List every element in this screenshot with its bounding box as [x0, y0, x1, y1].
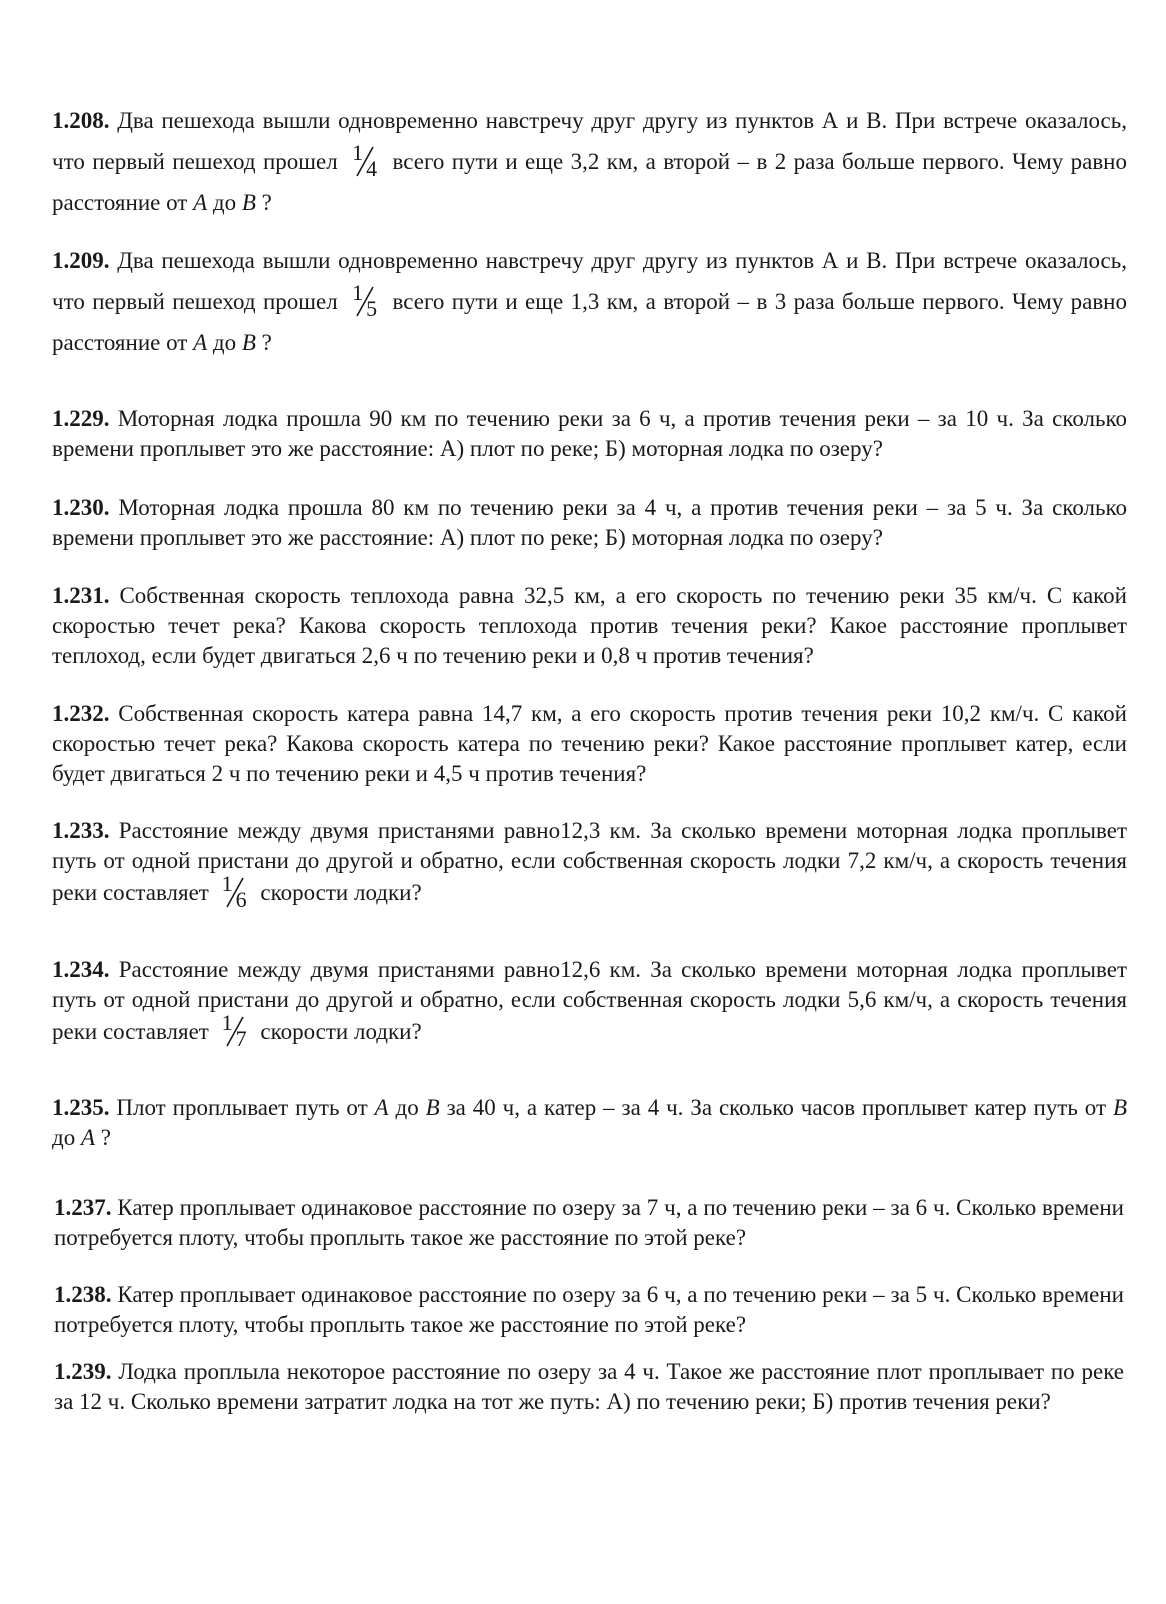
point-label: B — [1112, 1095, 1128, 1120]
fraction-numerator: 1 — [221, 1010, 233, 1035]
problem-text: Лодка проплыла некоторое расстояние по озеру за 4 ч. Такое же расстояние плот проплывает по реке за 12 ч. Сколько времени затратит лодка на тот же путь: А) по течению реки; Б) против течения реки? — [54, 1359, 1124, 1414]
problem-number: 1.232. — [52, 701, 110, 726]
problem-number: 1.239. — [54, 1359, 112, 1384]
problem-1-209 — [52, 240, 1127, 363]
problem-1-234 — [52, 955, 1127, 1049]
problem-text: Два пешехода вышли одновременно навстречу друг другу из пунктов А и В. При встрече оказалось, что первый пешеход прошел — [52, 108, 1127, 174]
point-label: B — [425, 1095, 440, 1120]
fraction-denominator: 6 — [235, 887, 247, 912]
problem-text: ? — [255, 190, 272, 215]
problem-text: Катер проплывает одинаковое расстояние по озеру за 7 ч, а по течению реки – за 6 ч. Сколько времени потребуется плоту, чтобы проплыть такое же расстояние по этой реке? — [54, 1195, 1124, 1250]
problem-text: ? — [95, 1125, 111, 1150]
problem-1-238 — [54, 1280, 1124, 1340]
problem-number: 1.231. — [52, 583, 110, 608]
problem-text: Расстояние между двумя пристанями равно12,3 км. За сколько времени моторная лодка проплывет путь от одной пристани до другой и обратно, если собственная скорость лодки 7,2 км/ч, а скорость течения реки составляет — [52, 818, 1127, 905]
problem-text: до — [207, 330, 242, 355]
problem-text: ? — [255, 330, 272, 355]
problem-text: Катер проплывает одинаковое расстояние по озеру за 6 ч, а по течению реки – за 5 ч. Сколько времени потребуется плоту, чтобы проплыть такое же расстояние по этой реке? — [54, 1282, 1124, 1337]
problem-1-230 — [52, 493, 1127, 553]
fraction — [351, 280, 381, 321]
problem-text: Моторная лодка прошла 90 км по течению реки за 6 ч, а против течения реки – за 10 ч. За сколько времени проплывет это же расстояние: А) плот по реке; Б) моторная лодка по озеру? — [52, 406, 1127, 461]
problem-number: 1.229. — [52, 406, 110, 431]
fraction-numerator: 1 — [352, 280, 364, 305]
problem-number: 1.238. — [54, 1282, 112, 1307]
problem-1-239 — [54, 1357, 1124, 1417]
point-label: B — [241, 190, 256, 215]
problem-text: скорости лодки? — [260, 880, 422, 905]
fraction-numerator: 1 — [221, 871, 233, 896]
problem-text: до — [207, 190, 242, 215]
problem-text: Расстояние между двумя пристанями равно12,6 км. За сколько времени моторная лодка проплывет путь от одной пристани до другой и обратно, если собственная скорость лодки 5,6 км/ч, а скорость течения реки составляет — [52, 957, 1127, 1044]
problem-number: 1.230. — [52, 495, 110, 520]
problem-text: за 40 ч, а катер – за 4 ч. За сколько часов проплывет катер путь от — [439, 1095, 1113, 1120]
problem-text: скорости лодки? — [260, 1019, 422, 1044]
fraction-numerator: 1 — [352, 140, 364, 165]
problem-number: 1.208. — [52, 108, 110, 133]
problem-1-233 — [52, 816, 1127, 910]
problem-number: 1.209. — [52, 248, 110, 273]
problem-1-229 — [52, 404, 1127, 464]
problem-number: 1.237. — [54, 1195, 112, 1220]
problem-text: до — [52, 1125, 81, 1150]
problem-text: Собственная скорость теплохода равна 32,5 км, а его скорость по течению реки 35 км/ч. С какой скоростью течет река? Какова скорость теплохода против течения реки? Какое расстояние проплывет теплоход, если будет двигаться 2,6 ч по течению реки и 0,8 ч против течения? — [52, 583, 1127, 668]
problem-text: до — [388, 1095, 426, 1120]
point-label: A — [193, 330, 208, 355]
fraction — [221, 1010, 251, 1051]
point-label: A — [80, 1125, 96, 1150]
problem-number: 1.235. — [52, 1095, 110, 1120]
problem-1-237 — [54, 1193, 1124, 1253]
problem-number: 1.234. — [52, 957, 110, 982]
problem-text: Плот проплывает путь от — [109, 1095, 375, 1120]
problem-text: всего пути и еще 3,2 км, а второй – в 2 раза больше первого. Чему равно расстояние от — [52, 149, 1127, 215]
problem-text: всего пути и еще 1,3 км, а второй – в 3 раза больше первого. Чему равно расстояние от — [52, 289, 1127, 355]
fraction — [221, 871, 251, 912]
fraction-denominator: 4 — [366, 156, 378, 181]
problem-text: Собственная скорость катера равна 14,7 км, а его скорость против течения реки 10,2 км/ч. С какой скоростью течет река? Какова скорость катера по течению реки? Какое расстояние проплывет катер, если будет двигаться 2 ч по течению реки и 4,5 ч против течения? — [52, 701, 1127, 786]
fraction — [351, 140, 381, 181]
fraction-denominator: 5 — [366, 296, 378, 321]
problem-text: Моторная лодка прошла 80 км по течению реки за 4 ч, а против течения реки – за 5 ч. За сколько времени проплывет это же расстояние: А) плот по реке; Б) моторная лодка по озеру? — [52, 495, 1127, 550]
fraction-denominator: 7 — [235, 1026, 247, 1051]
point-label: A — [193, 190, 208, 215]
problem-1-232 — [52, 699, 1127, 789]
point-label: B — [241, 330, 256, 355]
problem-text: Два пешехода вышли одновременно навстречу друг другу из пунктов А и В. При встрече оказалось, что первый пешеход прошел — [52, 248, 1127, 314]
problem-1-235 — [52, 1093, 1127, 1153]
problem-1-231 — [52, 581, 1127, 671]
problem-1-208 — [52, 100, 1127, 223]
problem-number: 1.233. — [52, 818, 110, 843]
point-label: A — [374, 1095, 389, 1120]
